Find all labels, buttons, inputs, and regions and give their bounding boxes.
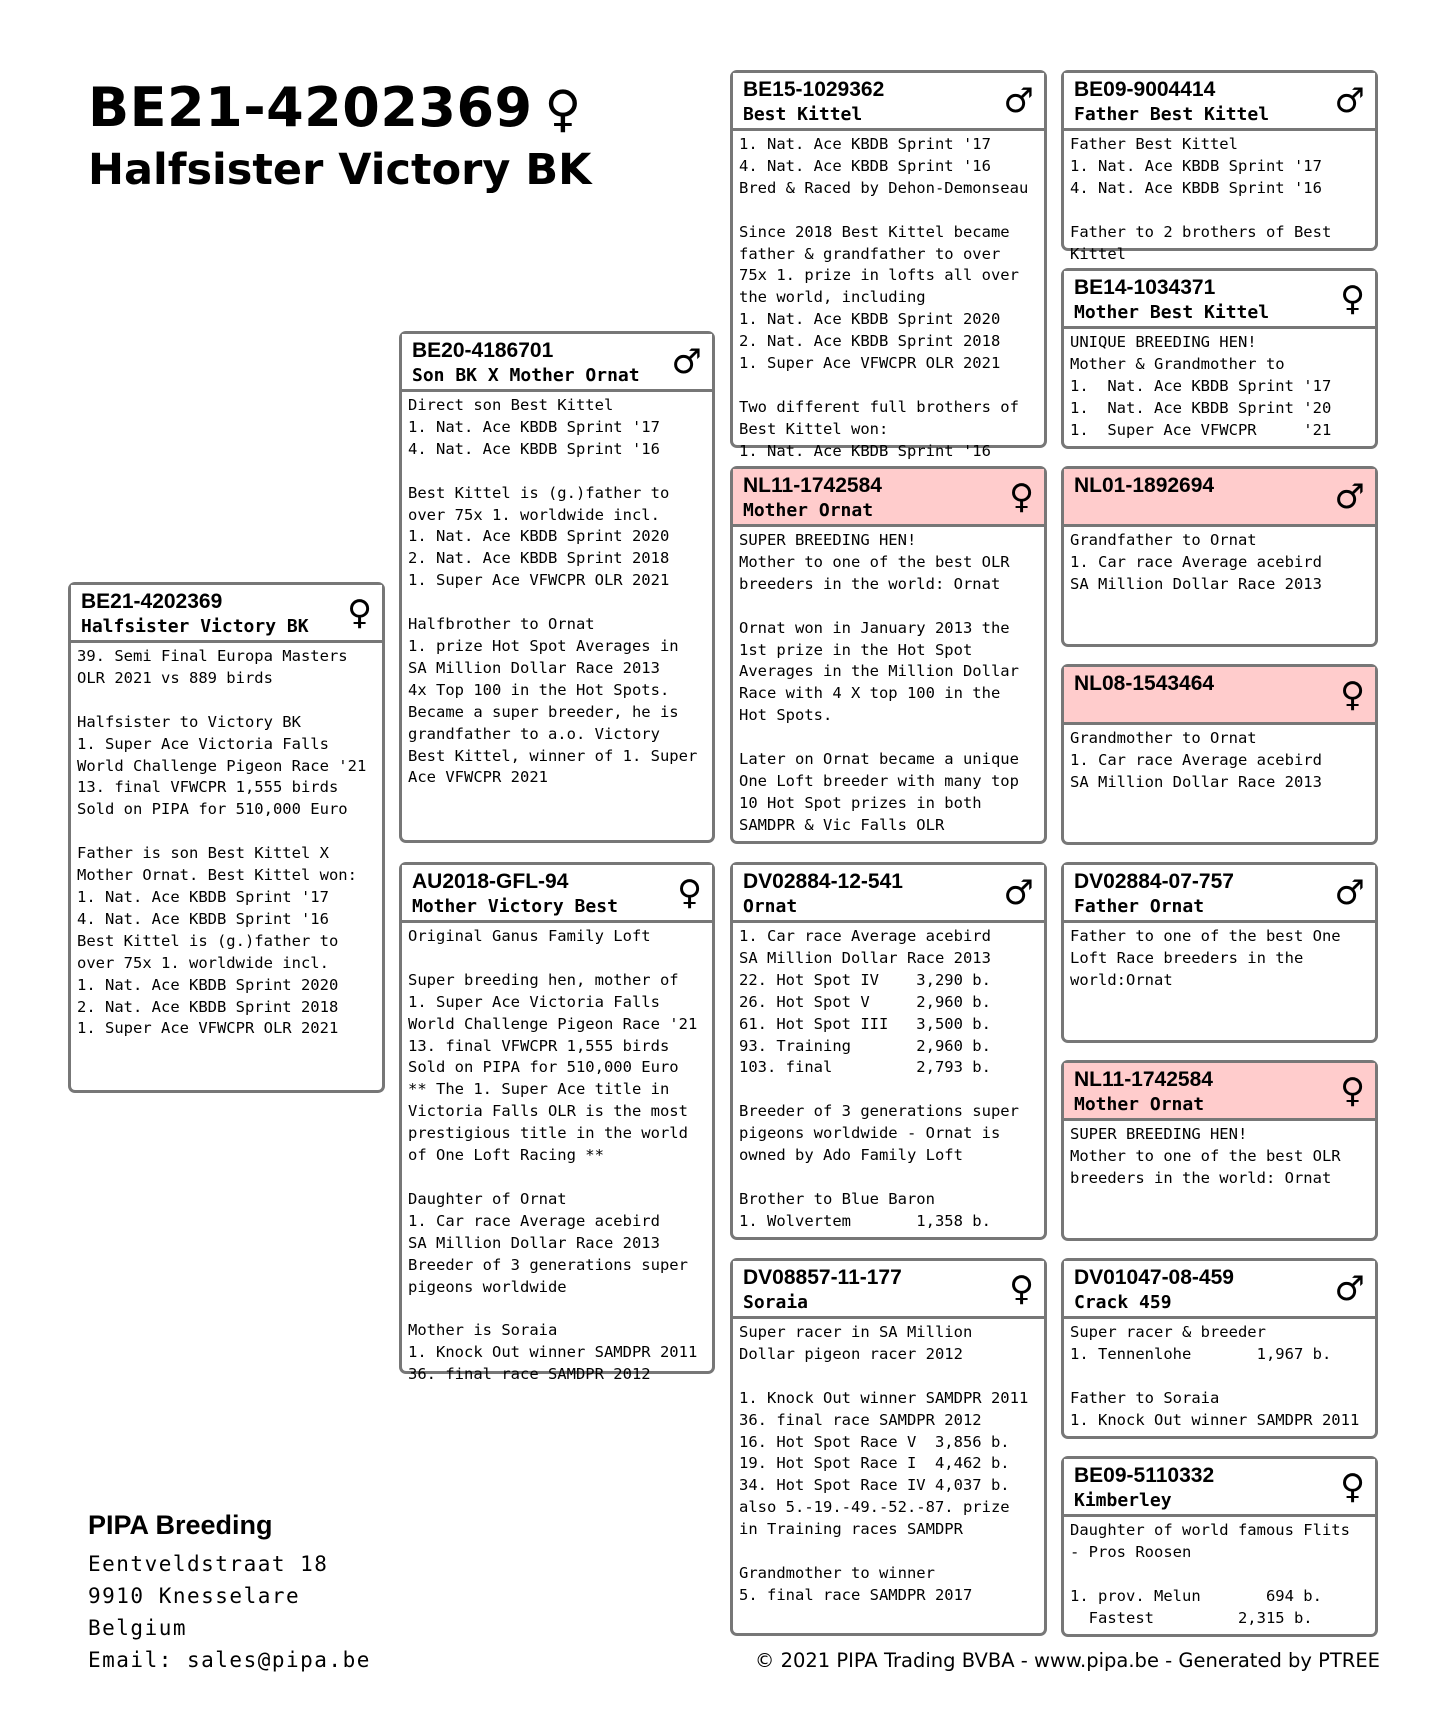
ring-number: NL01-1892694	[1074, 474, 1215, 497]
breeder-name: PIPA Breeding	[88, 1510, 273, 1540]
card-header	[1064, 667, 1375, 725]
pigeon-name: Soraia	[743, 1292, 809, 1313]
pigeon-description: 1. Car race Average acebird SA Million Dollar Race 2013 22. Hot Spot IV 3,290 b. 26. Hot Spot V 2,960 b. 61. Hot Spot III 3,500 b. 93. Training 2,960 b. 103. final 2,793 b. Breeder of 3 generations super pigeons worldwide - Ornat is owned by Ado Family Loft Brother to Blue Baron 1. Wolvertem 1,358 b.	[739, 927, 1019, 1230]
pigeon-card-fmm[interactable]	[1061, 664, 1378, 845]
card-header	[733, 73, 1044, 131]
pigeon-card-ffm[interactable]	[1061, 268, 1378, 449]
pigeon-description: Super racer in SA Million Dollar pigeon racer 2012 1. Knock Out winner SAMDPR 2011 36. final race SAMDPR 2012 16. Hot Spot Race V 3,856 b. 19. Hot Spot Race I 4,462 b. 34. Hot Spot Race IV 4,037 b. also 5.-19.-49.-52.-87. prize in Training races SAMDPR Grandmother to winner 5. final race SAMDPR 2017	[739, 1323, 1029, 1604]
card-header	[1064, 1261, 1375, 1319]
pigeon-card-mmf[interactable]	[1061, 1258, 1378, 1439]
pigeon-description: Super racer & breeder 1. Tennenlohe 1,967 b. Father to Soraia 1. Knock Out winner SAMDPR 2011	[1070, 1323, 1360, 1429]
card-header	[402, 334, 712, 392]
card-header	[1064, 271, 1375, 329]
ring-number: DV02884-07-757	[1074, 870, 1234, 893]
breeder-address-street: Eentveldstraat 18	[88, 1552, 329, 1576]
pigeon-name: Father Ornat	[1074, 896, 1205, 917]
pedigree-title-name: Halfsister Victory BK	[88, 145, 592, 195]
pigeon-name: Mother Victory Best	[412, 896, 618, 917]
pigeon-name: Mother Ornat	[1074, 1094, 1205, 1115]
pigeon-card-paternal-grandmother[interactable]	[730, 466, 1047, 844]
pigeon-description: 1. Nat. Ace KBDB Sprint '17 4. Nat. Ace KBDB Sprint '16 Bred & Raced by Dehon-Demonseau Since 2018 Best Kittel became father & grandfather to over 75x 1. prize in lofts all over the world, including 1. Nat. Ace KBDB Sprint 2020 2. Nat. Ace KBDB Sprint 2018 1. Super Ace VFWCPR OLR 2021 Two different full brothers of Best Kittel won: 1. Nat. Ace KBDB Sprint '16	[739, 135, 1029, 460]
pigeon-card-subject[interactable]	[68, 582, 385, 1093]
ring-number: NL11-1742584	[743, 474, 882, 497]
pedigree-title-ring	[88, 72, 582, 145]
ring-number: BE20-4186701	[412, 339, 554, 362]
female-icon: ♀	[1340, 1071, 1365, 1111]
pigeon-name: Mother Ornat	[743, 500, 874, 521]
ring-number: BE15-1029362	[743, 78, 885, 101]
male-icon: ♂	[1003, 81, 1034, 121]
pigeon-name: Halfsister Victory BK	[81, 616, 309, 637]
pigeon-card-mmm[interactable]	[1061, 1456, 1378, 1637]
pigeon-description: 39. Semi Final Europa Masters OLR 2021 vs 889 birds Halfsister to Victory BK 1. Super Ace Victoria Falls World Challenge Pigeon Race '21 13. final VFWCPR 1,555 birds Sold on PIPA for 510,000 Euro Father is son Best Kittel X Mother Ornat. Best Kittel won: 1. Nat. Ace KBDB Sprint '17 4. Nat. Ace KBDB Sprint '16 Best Kittel is (g.)father to over 75x 1. worldwide incl. 1. Nat. Ace KBDB Sprint 2020 2. Nat. Ace KBDB Sprint 2018 1. Super Ace VFWCPR OLR 2021	[77, 647, 367, 1038]
pigeon-description: Grandmother to Ornat 1. Car race Average acebird SA Million Dollar Race 2013	[1070, 729, 1322, 791]
male-icon: ♂	[1334, 873, 1365, 913]
female-icon: ♀	[1009, 477, 1034, 517]
pigeon-card-fmf[interactable]	[1061, 466, 1378, 647]
ring-number: NL08-1543464	[1074, 672, 1215, 695]
female-icon: ♀	[1340, 1467, 1365, 1507]
ring-number: DV01047-08-459	[1074, 1266, 1234, 1289]
pigeon-description: SUPER BREEDING HEN! Mother to one of the best OLR breeders in the world: Ornat	[1070, 1125, 1341, 1187]
male-icon: ♂	[1334, 81, 1365, 121]
pigeon-description: Father to one of the best One Loft Race breeders in the world:Ornat	[1070, 927, 1341, 989]
pigeon-card-paternal-grandfather[interactable]	[730, 70, 1047, 460]
pigeon-description: Direct son Best Kittel 1. Nat. Ace KBDB Sprint '17 4. Nat. Ace KBDB Sprint '16 Best Kittel is (g.)father to over 75x 1. worldwide incl. 1. Nat. Ace KBDB Sprint 2020 2. Nat. Ace KBDB Sprint 2018 1. Super Ace VFWCPR OLR 2021 Halfbrother to Ornat 1. prize Hot Spot Averages in SA Million Dollar Race 2013 4x Top 100 in the Hot Spots. Became a super breeder, he is grandfather to a.o. Victory Best Kittel, winner of 1. Super Ace VFWCPR 2021	[408, 396, 698, 787]
pigeon-card-mfm[interactable]	[1061, 1060, 1378, 1241]
card-header	[71, 585, 382, 643]
pigeon-description: SUPER BREEDING HEN! Mother to one of the best OLR breeders in the world: Ornat Ornat won in January 2013 the 1st prize in the Hot Spot Averages in the Million Dollar Race with 4 X top 100 in the Hot Spots. Later on Ornat became a unique One Loft breeder with many top 10 Hot Spot prizes in both SAMDPR & Vic Falls OLR	[739, 531, 1019, 834]
pigeon-name: Father Best Kittel	[1074, 104, 1270, 125]
pigeon-description: UNIQUE BREEDING HEN! Mother & Grandmother to 1. Nat. Ace KBDB Sprint '17 1. Nat. Ace KBDB Sprint '20 1. Super Ace VFWCPR '21	[1070, 333, 1332, 439]
female-icon: ♀	[347, 593, 372, 633]
pigeon-card-maternal-grandmother[interactable]	[730, 1258, 1047, 1636]
breeder-address-city: 9910 Knesselare	[88, 1584, 301, 1608]
title-ring-number: BE21-4202369	[88, 76, 533, 139]
male-icon: ♂	[1334, 1269, 1365, 1309]
ring-number: DV08857-11-177	[743, 1266, 902, 1289]
ring-number: AU2018-GFL-94	[412, 870, 569, 893]
pigeon-name: Ornat	[743, 896, 798, 917]
card-header	[733, 469, 1044, 527]
female-icon: ♀	[1340, 675, 1365, 715]
pigeon-card-mff[interactable]	[1061, 862, 1378, 1043]
ring-number: NL11-1742584	[1074, 1068, 1213, 1091]
ring-number: BE09-5110332	[1074, 1464, 1215, 1487]
pigeon-name: Son BK X Mother Ornat	[412, 365, 640, 386]
pigeon-name: Kimberley	[1074, 1490, 1172, 1511]
female-icon: ♀	[677, 873, 702, 913]
pigeon-description: Father Best Kittel 1. Nat. Ace KBDB Sprint '17 4. Nat. Ace KBDB Sprint '16 Father to 2 brothers of Best Kittel	[1070, 135, 1332, 263]
pigeon-name: Crack 459	[1074, 1292, 1172, 1313]
pigeon-card-fff[interactable]	[1061, 70, 1378, 263]
pigeon-card-mother[interactable]	[399, 862, 715, 1384]
pigeon-description: Original Ganus Family Loft Super breeding hen, mother of 1. Super Ace Victoria Falls World Challenge Pigeon Race '21 13. final VFWCPR 1,555 birds Sold on PIPA for 510,000 Euro ** The 1. Super Ace title in Victoria Falls OLR is the most prestigious title in the world of One Loft Racing ** Daughter of Ornat 1. Car race Average acebird SA Million Dollar Race 2013 Breeder of 3 generations super pigeons worldwide Mother is Soraia 1. Knock Out winner SAMDPR 2011 36. final race SAMDPR 2012	[408, 927, 698, 1384]
card-header	[1064, 469, 1375, 527]
card-header	[733, 865, 1044, 923]
ring-number: BE21-4202369	[81, 590, 223, 613]
breeder-email[interactable]: Email: sales@pipa.be	[88, 1648, 371, 1672]
ring-number: BE09-9004414	[1074, 78, 1216, 101]
male-icon: ♂	[1334, 477, 1365, 517]
ring-number: BE14-1034371	[1074, 276, 1216, 299]
pigeon-description: Grandfather to Ornat 1. Car race Average acebird SA Million Dollar Race 2013	[1070, 531, 1322, 593]
card-header	[1064, 1063, 1375, 1121]
female-icon: ♀	[1340, 279, 1365, 319]
female-icon: ♀	[544, 80, 582, 138]
pigeon-name: Best Kittel	[743, 104, 863, 125]
breeder-country: Belgium	[88, 1616, 188, 1640]
card-header	[402, 865, 712, 923]
card-header	[733, 1261, 1044, 1319]
male-icon: ♂	[1003, 873, 1034, 913]
male-icon: ♂	[671, 342, 702, 382]
pigeon-description: Daughter of world famous Flits - Pros Roosen 1. prov. Melun 694 b. Fastest 2,315 b.	[1070, 1521, 1350, 1627]
pigeon-name: Mother Best Kittel	[1074, 302, 1270, 323]
card-header	[1064, 1459, 1375, 1517]
card-header	[1064, 865, 1375, 923]
pigeon-card-maternal-grandfather[interactable]	[730, 862, 1047, 1240]
card-header	[1064, 73, 1375, 131]
female-icon: ♀	[1009, 1269, 1034, 1309]
pigeon-card-father[interactable]	[399, 331, 715, 843]
copyright-notice: © 2021 PIPA Trading BVBA - www.pipa.be - Generated by PTREE	[754, 1649, 1380, 1672]
ring-number: DV02884-12-541	[743, 870, 903, 893]
